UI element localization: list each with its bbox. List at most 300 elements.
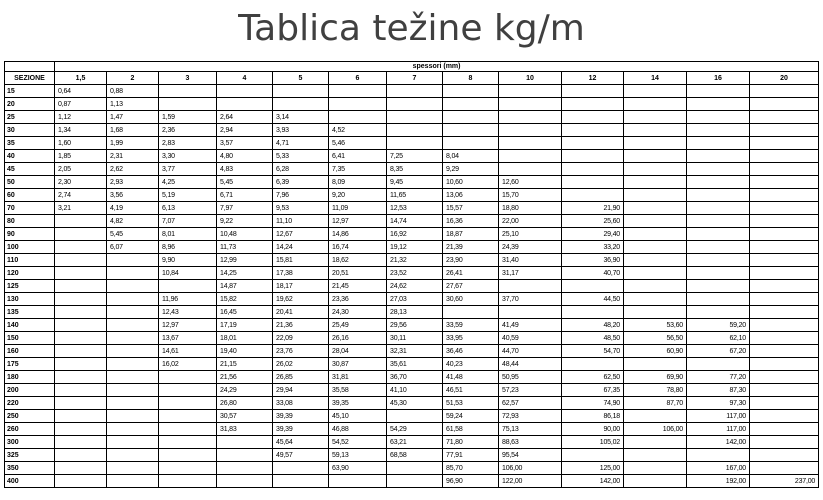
weight-cell: [107, 280, 159, 293]
weight-cell: 12,97: [329, 215, 387, 228]
table-row: [5, 423, 819, 436]
weight-cell: 19,62: [273, 293, 329, 306]
weight-cell: 44,70: [499, 345, 562, 358]
weight-cell: [107, 254, 159, 267]
weight-cell: 68,58: [387, 449, 443, 462]
weight-cell: 4,25: [159, 176, 217, 189]
weight-cell: 31,40: [499, 254, 562, 267]
weight-cell: 16,36: [443, 215, 499, 228]
weight-cell: [107, 293, 159, 306]
weight-cell: 5,33: [273, 150, 329, 163]
weight-cell: 50,95: [499, 371, 562, 384]
weight-cell: [750, 332, 819, 345]
weight-cell: 18,80: [499, 202, 562, 215]
weight-cell: [687, 150, 750, 163]
weight-cell: 27,03: [387, 293, 443, 306]
weight-cell: [329, 98, 387, 111]
sezione-cell: 150: [5, 332, 55, 345]
weight-cell: 87,70: [624, 397, 687, 410]
weight-cell: 40,23: [443, 358, 499, 371]
weight-cell: 28,13: [387, 306, 443, 319]
weight-cell: 54,52: [329, 436, 387, 449]
weight-cell: 35,61: [387, 358, 443, 371]
weight-cell: 11,09: [329, 202, 387, 215]
weight-cell: [55, 462, 107, 475]
weight-cell: 67,35: [562, 384, 624, 397]
weight-cell: [107, 332, 159, 345]
weight-cell: 36,46: [443, 345, 499, 358]
weight-cell: [687, 189, 750, 202]
table-row: [5, 124, 819, 137]
sezione-cell: 180: [5, 371, 55, 384]
weight-cell: [443, 124, 499, 137]
weight-cell: [687, 293, 750, 306]
weight-cell: [107, 345, 159, 358]
weight-cell: 33,08: [273, 397, 329, 410]
weight-cell: 142,00: [562, 475, 624, 488]
weight-cell: 77,20: [687, 371, 750, 384]
weight-cell: [687, 449, 750, 462]
weight-cell: 62,10: [687, 332, 750, 345]
weight-cell: [159, 98, 217, 111]
weight-cell: [55, 423, 107, 436]
weight-cell: 9,90: [159, 254, 217, 267]
sezione-cell: 260: [5, 423, 55, 436]
weight-cell: 24,30: [329, 306, 387, 319]
weight-cell: 117,00: [687, 423, 750, 436]
weight-cell: 2,74: [55, 189, 107, 202]
weight-cell: [159, 423, 217, 436]
weight-cell: [443, 306, 499, 319]
weight-cell: 36,90: [562, 254, 624, 267]
weight-cell: 29,40: [562, 228, 624, 241]
weight-cell: [750, 397, 819, 410]
weight-cell: [159, 397, 217, 410]
weight-cell: [624, 150, 687, 163]
weight-cell: 48,20: [562, 319, 624, 332]
header-group-row: [5, 62, 819, 72]
weight-cell: 6,71: [217, 189, 273, 202]
sezione-cell: 140: [5, 319, 55, 332]
weight-cell: 10,48: [217, 228, 273, 241]
table-row: [5, 267, 819, 280]
weight-cell: [562, 85, 624, 98]
weight-cell: [499, 150, 562, 163]
weight-cell: [273, 85, 329, 98]
weight-cell: [217, 98, 273, 111]
sezione-cell: 120: [5, 267, 55, 280]
weight-cell: 33,59: [443, 319, 499, 332]
weight-cell: [329, 85, 387, 98]
weight-cell: 46,88: [329, 423, 387, 436]
weight-cell: 41,48: [443, 371, 499, 384]
weight-cell: [624, 449, 687, 462]
weight-cell: 41,10: [387, 384, 443, 397]
table-row: [5, 384, 819, 397]
weight-cell: 5,45: [217, 176, 273, 189]
table-row: [5, 410, 819, 423]
weight-cell: [107, 319, 159, 332]
weight-cell: [624, 410, 687, 423]
weight-cell: [562, 306, 624, 319]
weight-cell: [107, 358, 159, 371]
weight-cell: [159, 462, 217, 475]
weight-cell: 21,15: [217, 358, 273, 371]
weight-cell: [750, 384, 819, 397]
weight-cell: [750, 371, 819, 384]
weight-cell: 23,90: [443, 254, 499, 267]
weight-cell: 9,53: [273, 202, 329, 215]
sezione-cell: 125: [5, 280, 55, 293]
weight-cell: 16,02: [159, 358, 217, 371]
weight-cell: [55, 319, 107, 332]
weight-cell: 29,94: [273, 384, 329, 397]
sezione-cell: 110: [5, 254, 55, 267]
weight-cell: 33,20: [562, 241, 624, 254]
weight-cell: 18,62: [329, 254, 387, 267]
weight-cell: [562, 189, 624, 202]
thickness-header: 3: [159, 72, 217, 85]
weight-cell: [273, 475, 329, 488]
weight-cell: 12,53: [387, 202, 443, 215]
thickness-header: 14: [624, 72, 687, 85]
weight-cell: 10,60: [443, 176, 499, 189]
weight-cell: [624, 215, 687, 228]
weight-cell: 46,51: [443, 384, 499, 397]
weight-cell: [750, 254, 819, 267]
weight-cell: [273, 98, 329, 111]
weight-cell: 6,41: [329, 150, 387, 163]
weight-cell: 31,83: [217, 423, 273, 436]
weight-cell: 59,20: [687, 319, 750, 332]
weight-cell: [624, 436, 687, 449]
weight-cell: [750, 436, 819, 449]
weight-cell: 15,82: [217, 293, 273, 306]
table-row: [5, 345, 819, 358]
weight-cell: 4,71: [273, 137, 329, 150]
sezione-cell: 50: [5, 176, 55, 189]
sezione-cell: 30: [5, 124, 55, 137]
sezione-header: SEZIONE: [5, 72, 55, 85]
weight-cell: [562, 163, 624, 176]
weight-cell: 19,12: [387, 241, 443, 254]
weight-cell: [750, 85, 819, 98]
weight-cell: [499, 98, 562, 111]
weight-cell: 21,90: [562, 202, 624, 215]
sezione-cell: 15: [5, 85, 55, 98]
weight-cell: [687, 176, 750, 189]
table-row: [5, 475, 819, 488]
weight-cell: 25,60: [562, 215, 624, 228]
weight-cell: [750, 306, 819, 319]
weight-cell: [55, 306, 107, 319]
weight-cell: [159, 449, 217, 462]
weight-cell: 4,83: [217, 163, 273, 176]
thickness-header: 5: [273, 72, 329, 85]
weight-cell: 8,01: [159, 228, 217, 241]
weight-cell: 237,00: [750, 475, 819, 488]
weight-cell: 40,70: [562, 267, 624, 280]
weight-cell: [624, 358, 687, 371]
weight-cell: [750, 98, 819, 111]
weight-cell: 12,99: [217, 254, 273, 267]
weight-cell: 1,99: [107, 137, 159, 150]
weight-cell: [750, 241, 819, 254]
weight-cell: [624, 202, 687, 215]
thickness-group-header: spessori (mm): [55, 62, 819, 72]
table-row: [5, 332, 819, 345]
weight-cell: 8,09: [329, 176, 387, 189]
weight-cell: [750, 358, 819, 371]
weight-cell: 24,62: [387, 280, 443, 293]
weight-cell: [624, 98, 687, 111]
weight-cell: [750, 202, 819, 215]
weight-cell: [499, 137, 562, 150]
weight-cell: 41,49: [499, 319, 562, 332]
weight-cell: 106,00: [499, 462, 562, 475]
weight-cell: [55, 215, 107, 228]
weight-cell: 105,02: [562, 436, 624, 449]
weight-cell: 20,41: [273, 306, 329, 319]
weight-cell: 5,46: [329, 137, 387, 150]
weight-cell: 22,00: [499, 215, 562, 228]
weight-cell: [159, 410, 217, 423]
table-row: [5, 85, 819, 98]
weight-cell: [55, 410, 107, 423]
weight-cell: [687, 137, 750, 150]
sezione-cell: 130: [5, 293, 55, 306]
weight-cell: [159, 85, 217, 98]
weight-cell: [55, 241, 107, 254]
weight-cell: 167,00: [687, 462, 750, 475]
table-row: [5, 189, 819, 202]
weight-cell: 33,95: [443, 332, 499, 345]
table-row: [5, 371, 819, 384]
weight-cell: [624, 267, 687, 280]
weight-cell: [750, 280, 819, 293]
weight-cell: 13,06: [443, 189, 499, 202]
weight-cell: 11,73: [217, 241, 273, 254]
weight-cell: [687, 228, 750, 241]
weight-cell: [750, 462, 819, 475]
weight-table: [4, 61, 819, 488]
weight-cell: [562, 98, 624, 111]
weight-cell: 14,25: [217, 267, 273, 280]
thickness-header: 8: [443, 72, 499, 85]
weight-cell: 30,57: [217, 410, 273, 423]
weight-cell: 51,53: [443, 397, 499, 410]
weight-cell: [624, 228, 687, 241]
weight-cell: 2,83: [159, 137, 217, 150]
table-row: [5, 241, 819, 254]
weight-cell: [750, 111, 819, 124]
sezione-cell: 350: [5, 462, 55, 475]
weight-cell: [55, 267, 107, 280]
weight-cell: [107, 306, 159, 319]
weight-cell: [55, 332, 107, 345]
weight-cell: 37,70: [499, 293, 562, 306]
weight-cell: [624, 293, 687, 306]
weight-cell: 57,23: [499, 384, 562, 397]
weight-cell: 96,90: [443, 475, 499, 488]
weight-cell: 16,74: [329, 241, 387, 254]
weight-cell: 12,43: [159, 306, 217, 319]
weight-cell: 3,14: [273, 111, 329, 124]
corner-blank: [5, 62, 55, 72]
sezione-cell: 135: [5, 306, 55, 319]
weight-cell: [624, 241, 687, 254]
sezione-cell: 325: [5, 449, 55, 462]
weight-cell: 61,58: [443, 423, 499, 436]
weight-cell: [55, 436, 107, 449]
weight-cell: 27,67: [443, 280, 499, 293]
weight-cell: [217, 475, 273, 488]
weight-cell: 25,10: [499, 228, 562, 241]
weight-cell: [562, 176, 624, 189]
weight-cell: [159, 371, 217, 384]
weight-cell: 23,36: [329, 293, 387, 306]
weight-cell: [499, 124, 562, 137]
weight-cell: [387, 98, 443, 111]
weight-cell: [750, 124, 819, 137]
weight-cell: [624, 85, 687, 98]
table-row: [5, 202, 819, 215]
table-row: [5, 306, 819, 319]
weight-cell: 6,28: [273, 163, 329, 176]
weight-cell: [624, 306, 687, 319]
weight-cell: 59,24: [443, 410, 499, 423]
weight-cell: 5,45: [107, 228, 159, 241]
table-row: [5, 293, 819, 306]
weight-cell: 6,07: [107, 241, 159, 254]
weight-cell: 9,29: [443, 163, 499, 176]
weight-cell: 1,68: [107, 124, 159, 137]
table-row: [5, 436, 819, 449]
weight-cell: 54,29: [387, 423, 443, 436]
weight-cell: 48,50: [562, 332, 624, 345]
sezione-cell: 25: [5, 111, 55, 124]
weight-cell: [499, 111, 562, 124]
weight-cell: 56,50: [624, 332, 687, 345]
weight-cell: [217, 449, 273, 462]
weight-cell: 15,70: [499, 189, 562, 202]
weight-cell: 40,59: [499, 332, 562, 345]
weight-cell: [387, 462, 443, 475]
weight-cell: [107, 267, 159, 280]
weight-cell: [387, 475, 443, 488]
weight-cell: 9,45: [387, 176, 443, 189]
weight-cell: 106,00: [624, 423, 687, 436]
weight-cell: [159, 436, 217, 449]
weight-cell: 125,00: [562, 462, 624, 475]
weight-cell: 3,57: [217, 137, 273, 150]
weight-cell: [159, 280, 217, 293]
table-row: [5, 280, 819, 293]
weight-cell: 26,16: [329, 332, 387, 345]
weight-cell: 12,67: [273, 228, 329, 241]
weight-cell: 2,94: [217, 124, 273, 137]
sezione-cell: 400: [5, 475, 55, 488]
weight-cell: 74,90: [562, 397, 624, 410]
weight-cell: [562, 124, 624, 137]
sezione-cell: 80: [5, 215, 55, 228]
weight-cell: [750, 228, 819, 241]
weight-cell: [443, 111, 499, 124]
weight-cell: 26,02: [273, 358, 329, 371]
weight-cell: 31,81: [329, 371, 387, 384]
weight-cell: 15,57: [443, 202, 499, 215]
weight-cell: [750, 345, 819, 358]
page-title: Tablica težine kg/m: [238, 8, 585, 49]
weight-cell: 45,30: [387, 397, 443, 410]
weight-cell: [217, 436, 273, 449]
weight-cell: 45,64: [273, 436, 329, 449]
weight-cell: [329, 111, 387, 124]
weight-cell: 62,57: [499, 397, 562, 410]
weight-cell: 122,00: [499, 475, 562, 488]
sezione-cell: 160: [5, 345, 55, 358]
weight-cell: [499, 163, 562, 176]
weight-cell: [624, 254, 687, 267]
table-row: [5, 137, 819, 150]
weight-cell: [750, 176, 819, 189]
weight-cell: 48,44: [499, 358, 562, 371]
weight-cell: 63,21: [387, 436, 443, 449]
weight-cell: 45,10: [329, 410, 387, 423]
weight-cell: 9,22: [217, 215, 273, 228]
weight-cell: 14,24: [273, 241, 329, 254]
weight-cell: [624, 189, 687, 202]
weight-cell: 30,87: [329, 358, 387, 371]
weight-cell: [562, 111, 624, 124]
weight-cell: 0,64: [55, 85, 107, 98]
weight-cell: 10,84: [159, 267, 217, 280]
weight-cell: [55, 358, 107, 371]
weight-cell: 32,31: [387, 345, 443, 358]
weight-cell: 87,30: [687, 384, 750, 397]
table-body: [5, 85, 819, 488]
weight-cell: 39,39: [273, 423, 329, 436]
weight-cell: 63,90: [329, 462, 387, 475]
weight-cell: 54,70: [562, 345, 624, 358]
weight-cell: [273, 462, 329, 475]
weight-cell: 28,04: [329, 345, 387, 358]
weight-cell: [55, 254, 107, 267]
weight-cell: [750, 189, 819, 202]
table-row: [5, 176, 819, 189]
weight-cell: 12,97: [159, 319, 217, 332]
weight-cell: 7,35: [329, 163, 387, 176]
weight-cell: [55, 280, 107, 293]
weight-cell: 17,38: [273, 267, 329, 280]
weight-cell: [55, 449, 107, 462]
weight-cell: 21,45: [329, 280, 387, 293]
weight-cell: 8,04: [443, 150, 499, 163]
weight-cell: 11,96: [159, 293, 217, 306]
weight-cell: [107, 423, 159, 436]
weight-cell: [107, 384, 159, 397]
weight-cell: [443, 85, 499, 98]
weight-cell: [107, 462, 159, 475]
weight-cell: [750, 293, 819, 306]
thickness-header: 1,5: [55, 72, 107, 85]
weight-cell: [107, 449, 159, 462]
thickness-header: 7: [387, 72, 443, 85]
weight-cell: 25,49: [329, 319, 387, 332]
sezione-cell: 40: [5, 150, 55, 163]
weight-cell: [55, 397, 107, 410]
table-row: [5, 98, 819, 111]
